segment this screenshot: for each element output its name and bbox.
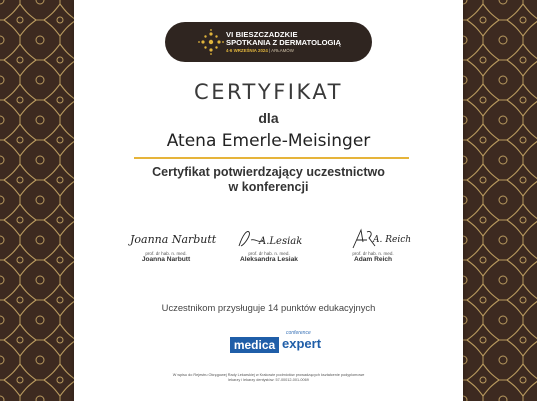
svg-text:A. Reich: A. Reich (373, 235, 412, 245)
description-line1: Certyfikat potwierdzający uczestnictwo (152, 165, 385, 179)
signature-block-3 (323, 226, 423, 263)
banner-place: | ARŁAMÓW (269, 48, 294, 53)
svg-text:A.Lesiak: A.Lesiak (259, 236, 303, 247)
description-line2: w konferencji (228, 180, 309, 194)
svg-text:Joanna Narbutt: Joanna Narbutt (130, 233, 217, 246)
recipient-name: Atena Emerle-Meisinger (166, 131, 371, 151)
logo-expert-word: expert (282, 336, 322, 351)
signature-block-2 (219, 226, 319, 263)
certificate-title: CERTYFIKAT (194, 80, 343, 104)
signature-3-rank: prof. dr hab. n. med. (352, 251, 394, 256)
logo-medica-box: medica (230, 337, 279, 353)
education-points-text: Uczestnikom przysługuje 14 punktów edukacyjnych (161, 302, 376, 313)
conference-banner (165, 22, 372, 62)
handwritten-signature-3 (333, 226, 413, 250)
banner-title-line2: SPOTKANIA Z DERMATOLOGIĄ (226, 38, 342, 47)
signature-block-1 (116, 226, 216, 263)
ornamental-border-right (463, 0, 537, 401)
ornamental-border-left (0, 0, 74, 401)
registry-footer (134, 373, 403, 383)
banner-title-line1: VI BIESZCZADZKIE (226, 30, 298, 39)
name-underline (134, 157, 409, 159)
signature-2-rank: prof. dr hab. n. med. (248, 251, 290, 256)
footer-line1: W wpisu do Rejestru Okręgowej Rady Lekarskiej w Krakowie podmiotów prowadzących kształcenie podyplomowe (172, 373, 365, 377)
for-label: dla (258, 110, 279, 126)
signature-1-rank: prof. dr hab. n. med. (145, 251, 187, 256)
conference-logo-icon (197, 28, 225, 56)
certificate-description (74, 165, 463, 195)
signature-2-name: Aleksandra Lesiak (240, 256, 298, 263)
signature-3-name: Adam Reich (353, 256, 393, 263)
logo-conference-label: conference (286, 330, 311, 336)
banner-dates: 4-6 WRZEŚNIA 2024 (226, 48, 268, 53)
certificate-paper (74, 0, 463, 401)
banner-date-place (226, 48, 294, 53)
handwritten-signature-2 (229, 226, 309, 250)
signature-1-name: Joanna Narbutt (141, 256, 191, 263)
footer-line2: lekarzy i lekarzy dentystów: 57-00012-001-0069 (228, 378, 309, 382)
handwritten-signature-1 (126, 226, 217, 250)
